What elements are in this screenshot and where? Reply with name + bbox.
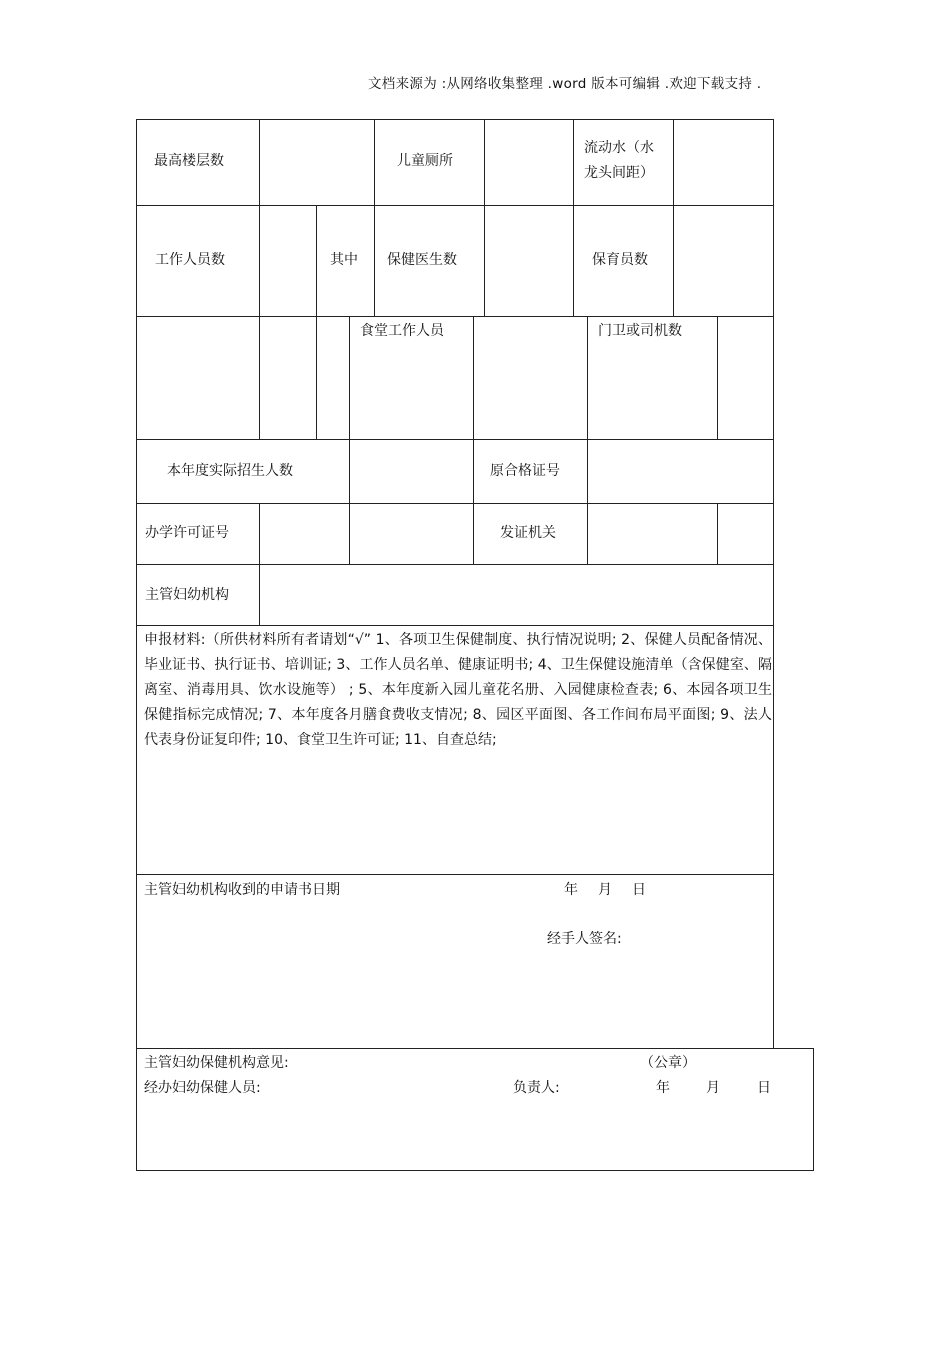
caregiver-count-label: 保育员数 [592, 252, 648, 268]
row-divider [136, 564, 774, 565]
of-which-label: 其中 [330, 252, 358, 268]
document-source-note: 文档来源为 :从网络收集整理 .word 版本可编辑 .欢迎下载支持 . [368, 76, 762, 92]
official-seal-label: （公章） [640, 1055, 696, 1071]
enrollment-count-label: 本年度实际招生人数 [167, 463, 293, 479]
opinion-label: 主管妇幼保健机构意见: [144, 1055, 289, 1071]
col-divider [587, 316, 588, 440]
guard-driver-count-label: 门卫或司机数 [598, 323, 682, 339]
row-divider [136, 205, 774, 206]
col-divider [473, 503, 474, 565]
received-year-label: 年 [564, 882, 578, 898]
col-divider [259, 119, 260, 206]
row-divider [136, 625, 774, 626]
col-divider [484, 119, 485, 206]
person-in-charge-label: 负责人: [513, 1080, 560, 1096]
col-divider [573, 205, 574, 317]
supervising-org-label: 主管妇幼机构 [145, 587, 229, 603]
col-divider [484, 205, 485, 317]
school-license-label: 办学许可证号 [145, 525, 229, 541]
table-top-border [136, 119, 774, 120]
col-divider [349, 503, 350, 565]
opinion-day-label: 日 [757, 1080, 771, 1096]
health-doctor-count-label: 保健医生数 [387, 252, 457, 268]
col-divider [573, 119, 574, 206]
col-divider [374, 205, 375, 317]
table-left-border [136, 119, 137, 1171]
row-divider [136, 1048, 814, 1049]
received-date-label: 主管妇幼机构收到的申请书日期 [144, 882, 340, 898]
max-floors-label: 最高楼层数 [154, 153, 224, 169]
running-water-label-line1: 流动水（水 [584, 140, 654, 156]
col-divider [717, 316, 718, 440]
row-divider [136, 874, 774, 875]
issuing-authority-label: 发证机关 [500, 525, 556, 541]
row-divider [136, 503, 774, 504]
opinion-right-border [813, 1048, 814, 1171]
received-day-label: 日 [632, 882, 646, 898]
table-right-border [773, 119, 774, 1049]
col-divider [374, 119, 375, 206]
opinion-year-label: 年 [656, 1080, 670, 1096]
col-divider [349, 316, 350, 440]
col-divider [316, 316, 317, 440]
handler-signature-label: 经手人签名: [547, 931, 622, 947]
col-divider [259, 564, 260, 626]
col-divider [316, 205, 317, 317]
col-divider [587, 503, 588, 565]
opinion-month-label: 月 [706, 1080, 720, 1096]
staff-count-label: 工作人员数 [155, 252, 225, 268]
row-divider [136, 316, 774, 317]
col-divider [673, 205, 674, 317]
handling-staff-label: 经办妇幼保健人员: [144, 1080, 261, 1096]
received-month-label: 月 [598, 882, 612, 898]
col-divider [473, 316, 474, 440]
original-certificate-label: 原合格证号 [490, 463, 560, 479]
col-divider [259, 205, 260, 317]
col-divider [717, 503, 718, 565]
col-divider [473, 439, 474, 504]
col-divider [259, 503, 260, 565]
col-divider [349, 439, 350, 504]
child-toilet-label: 儿童厕所 [397, 153, 453, 169]
col-divider [587, 439, 588, 504]
running-water-label-line2: 龙头间距） [584, 165, 654, 181]
col-divider [259, 316, 260, 440]
row-divider [136, 439, 774, 440]
col-divider [673, 119, 674, 206]
canteen-staff-label: 食堂工作人员 [360, 323, 444, 339]
table-bottom-border [136, 1170, 814, 1171]
application-materials-text: 申报材料:（所供材料所有者请划“√” 1、各项卫生保健制度、执行情况说明; 2、保健人员配备情况、毕业证书、执行证书、培训证; 3、工作人员名单、健康证明书; 4、卫生保健设施清单（含保健室、隔离室、消毒用具、饮水设施等） ; 5、本年度新入园儿童花名册、入园健康检查表; 6、本园各项卫生保健指标完成情况; 7、本年度各月膳食费收支情况; 8、园区平面图、各工作间布局平面图; 9、法人代表身份证复印件; 10、食堂卫生许可证; 11、自查总结; [144, 632, 772, 748]
